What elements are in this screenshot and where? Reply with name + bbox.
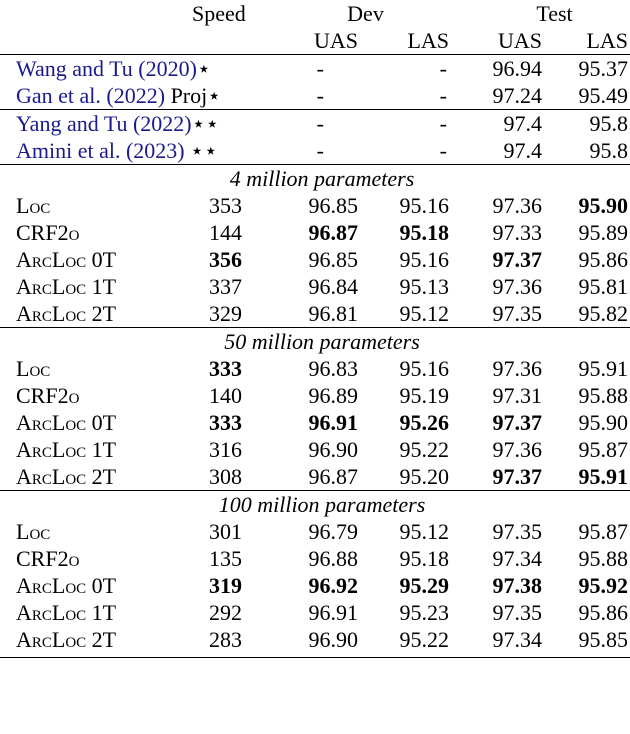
cell-speed: 292 [209, 600, 242, 625]
cell-test-las: 95.85 [578, 627, 628, 652]
cell-speed: 356 [209, 247, 242, 272]
cell-speed: 283 [209, 627, 242, 652]
cell-speed: 333 [209, 410, 242, 435]
method-suffix: Proj⋆ [165, 83, 222, 108]
method-name: ArcLoc 2T [16, 464, 117, 489]
cell-test-uas: 97.34 [492, 546, 542, 571]
method-name: ArcLoc 2T [16, 301, 117, 326]
prior-work-row [0, 82, 630, 110]
method-name: ArcLoc 0T [16, 573, 117, 598]
cell-dev-las: - [439, 138, 447, 163]
result-row [0, 545, 630, 572]
header-test: Test [536, 1, 573, 26]
cell-test-uas: 97.36 [492, 356, 542, 381]
cell-test-las: 95.91 [578, 356, 628, 381]
header-dev-uas: UAS [313, 28, 358, 53]
cell-test-uas: 97.36 [492, 274, 542, 299]
cell-dev-uas: 96.85 [308, 193, 358, 218]
result-row [0, 382, 630, 409]
header-empty [0, 27, 192, 55]
bottom-rule-line [0, 653, 630, 658]
cell-test-uas: 97.37 [492, 410, 542, 435]
prior-work-row [0, 110, 630, 138]
result-row [0, 300, 630, 328]
cell-speed: 337 [209, 274, 242, 299]
header-row-top [0, 0, 630, 27]
cell-dev-las: 95.16 [399, 193, 449, 218]
cell-dev-las: 95.13 [399, 274, 449, 299]
cell-test-las: 95.49 [578, 83, 628, 108]
cell-dev-uas: 96.79 [308, 519, 358, 544]
cell-test-las: 95.91 [578, 464, 628, 489]
cell-dev-uas: 96.89 [308, 383, 358, 408]
method-name [0, 137, 218, 165]
cell-test-uas: 97.31 [492, 383, 542, 408]
cell-dev-las: - [358, 110, 449, 138]
cell-dev-uas: 96.81 [308, 301, 358, 326]
cell-dev-las: 95.12 [399, 519, 449, 544]
cell-dev-uas: 96.91 [308, 600, 358, 625]
header-dev-las: LAS [407, 28, 449, 53]
cell-dev-las: 95.29 [399, 573, 449, 598]
cell-dev-uas: 96.88 [308, 546, 358, 571]
cell-dev-uas: 96.90 [308, 437, 358, 462]
cell-test-las: 95.82 [578, 301, 628, 326]
section-title: 50 million parameters [0, 328, 630, 356]
header-empty [0, 0, 192, 27]
cell-test-uas: 97.37 [492, 464, 542, 489]
cell-test-uas: 97.24 [492, 83, 542, 108]
cell-test-uas: 97.4 [503, 138, 542, 163]
cell-test-uas: 97.36 [492, 193, 542, 218]
cell-dev-las: 95.19 [399, 383, 449, 408]
cell-speed: 135 [209, 546, 242, 571]
method-name: ArcLoc 1T [16, 274, 117, 299]
cell-dev-las: 95.26 [399, 410, 449, 435]
cell-test-las: 95.87 [578, 519, 628, 544]
method-name [0, 82, 222, 110]
cell-speed: 308 [209, 464, 242, 489]
cell-test-uas: 96.94 [449, 55, 542, 83]
section-header-row [0, 491, 630, 519]
cell-dev-las: 95.22 [399, 627, 449, 652]
method-citation: Yang and Tu (2022) [16, 111, 192, 136]
cell-test-las: 95.8 [542, 110, 630, 138]
cell-test-uas: 97.34 [492, 627, 542, 652]
cell-dev-uas: - [316, 138, 324, 163]
result-row [0, 572, 630, 599]
cell-test-las: 95.92 [578, 573, 628, 598]
cell-test-las: 95.90 [578, 410, 628, 435]
cell-test-las: 95.86 [578, 247, 628, 272]
cell-dev-uas: 96.85 [308, 247, 358, 272]
result-row [0, 219, 630, 246]
method-name: CRF2o [16, 220, 80, 245]
cell-dev-las: 95.18 [399, 220, 449, 245]
cell-test-uas: 97.33 [492, 220, 542, 245]
section-header-row [0, 165, 630, 193]
cell-speed: 301 [209, 519, 242, 544]
result-row [0, 518, 630, 545]
cell-speed: 140 [209, 383, 242, 408]
cell-dev-las: - [439, 83, 447, 108]
cell-dev-uas: 96.87 [308, 464, 358, 489]
header-test-uas: UAS [497, 28, 542, 53]
method-name: CRF2o [16, 546, 80, 571]
section-title: 100 million parameters [0, 491, 630, 519]
cell-dev-las: 95.16 [399, 247, 449, 272]
method-name: Loc [16, 193, 51, 218]
result-row [0, 355, 630, 382]
header-speed: Speed [192, 1, 246, 26]
cell-dev-uas: 96.92 [308, 573, 358, 598]
header-empty [192, 27, 242, 55]
method-citation: Gan et al. (2022) [16, 83, 166, 108]
method-name: ArcLoc 1T [16, 437, 117, 462]
cell-test-uas: 97.35 [492, 519, 542, 544]
cell-dev-las: 95.22 [399, 437, 449, 462]
method-name: ArcLoc 1T [16, 600, 117, 625]
cell-speed: 319 [209, 573, 242, 598]
method-name [0, 110, 220, 138]
method-citation: Amini et al. (2023) [16, 138, 185, 163]
cell-speed: 316 [209, 437, 242, 462]
cell-dev-uas: - [242, 55, 358, 83]
cell-test-uas: 97.38 [492, 573, 542, 598]
cell-dev-las: 95.12 [399, 301, 449, 326]
cell-test-uas: 97.35 [492, 301, 542, 326]
cell-dev-uas: 96.91 [308, 410, 358, 435]
cell-test-uas: 97.37 [492, 247, 542, 272]
cell-dev-uas: 96.84 [308, 274, 358, 299]
cell-dev-las: - [358, 55, 449, 83]
cell-dev-uas: 96.87 [308, 220, 358, 245]
cell-test-las: 95.89 [578, 220, 628, 245]
cell-speed: 329 [209, 301, 242, 326]
cell-test-uas: 97.4 [449, 110, 542, 138]
method-name: CRF2o [16, 383, 80, 408]
cell-dev-las: 95.16 [399, 356, 449, 381]
cell-test-uas: 97.36 [492, 437, 542, 462]
cell-dev-las: 95.23 [399, 600, 449, 625]
method-suffix: ⋆⋆ [191, 111, 220, 136]
method-name: ArcLoc 2T [16, 627, 117, 652]
result-row [0, 246, 630, 273]
method-suffix: ⋆⋆ [184, 138, 218, 163]
section-title: 4 million parameters [0, 165, 630, 193]
cell-dev-uas: 96.83 [308, 356, 358, 381]
method-name: Loc [16, 519, 51, 544]
result-row [0, 409, 630, 436]
cell-test-uas: 97.35 [492, 600, 542, 625]
cell-test-las: 95.81 [578, 274, 628, 299]
cell-dev-las: 95.18 [399, 546, 449, 571]
method-name: ArcLoc 0T [16, 247, 117, 272]
result-row [0, 626, 630, 653]
cell-dev-uas: - [242, 110, 358, 138]
header-row-sub [0, 27, 630, 55]
cell-test-las: 95.88 [578, 383, 628, 408]
header-test-las: LAS [586, 28, 628, 53]
method-name: Loc [16, 356, 51, 381]
cell-test-las: 95.86 [578, 600, 628, 625]
cell-test-las: 95.37 [542, 55, 630, 83]
header-dev: Dev [347, 1, 384, 26]
result-row [0, 599, 630, 626]
cell-speed: 333 [209, 356, 242, 381]
result-row [0, 436, 630, 463]
section-header-row [0, 328, 630, 356]
method-suffix: ⋆ [196, 56, 211, 81]
method-name: ArcLoc 0T [16, 410, 117, 435]
method-citation: Wang and Tu (2020) [16, 56, 197, 81]
prior-work-row [0, 137, 630, 165]
cell-test-las: 95.88 [578, 546, 628, 571]
cell-test-las: 95.8 [589, 138, 628, 163]
cell-speed: 353 [209, 193, 242, 218]
cell-speed: 144 [209, 220, 242, 245]
result-row [0, 463, 630, 491]
prior-work-row [0, 55, 630, 83]
bottom-rule [0, 653, 630, 658]
cell-test-las: 95.87 [578, 437, 628, 462]
cell-dev-las: 95.20 [399, 464, 449, 489]
result-row [0, 192, 630, 219]
cell-dev-uas: 96.90 [308, 627, 358, 652]
cell-test-las: 95.90 [578, 193, 628, 218]
method-name [0, 55, 211, 83]
cell-dev-uas: - [316, 83, 324, 108]
result-row [0, 273, 630, 300]
